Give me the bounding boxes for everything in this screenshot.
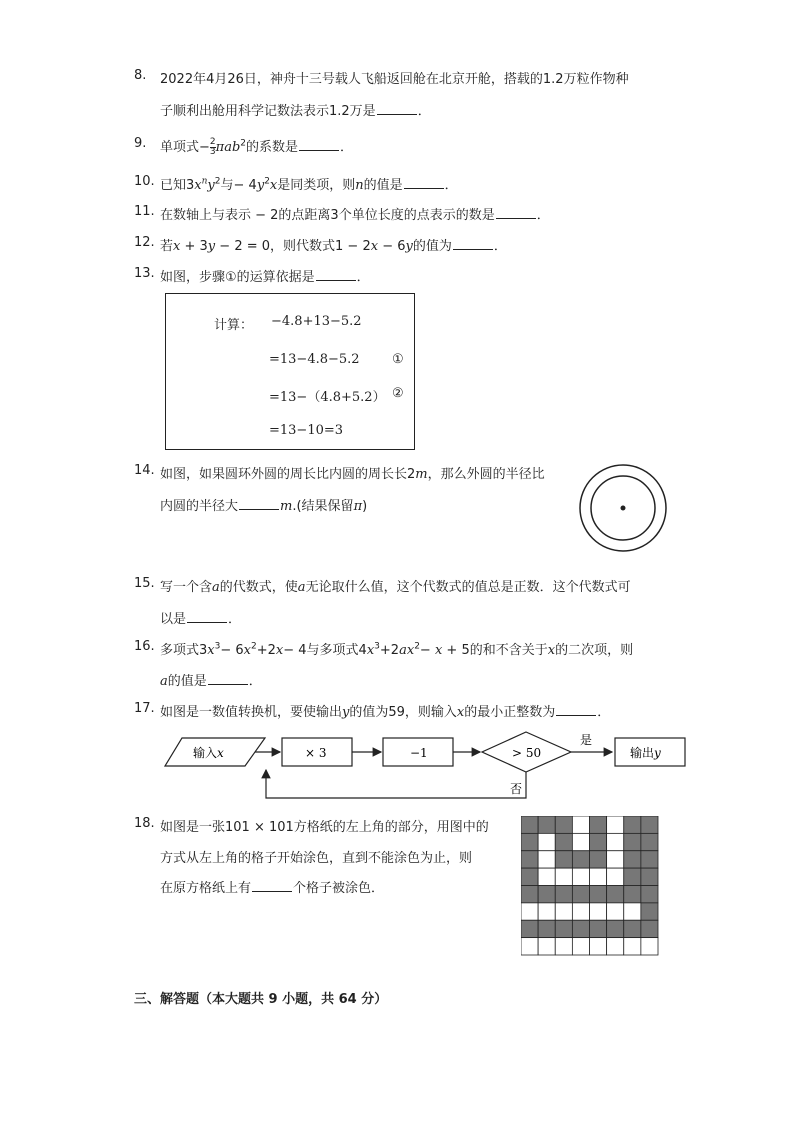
grid-cell: [590, 868, 607, 885]
grid-cell: [607, 833, 624, 850]
grid-paper-figure: [521, 816, 659, 956]
answer-blank[interactable]: [496, 206, 536, 219]
grid-cell: [607, 851, 624, 868]
grid-cell: [607, 903, 624, 920]
text: 的值是: [363, 178, 403, 193]
punctuation: ．: [597, 705, 611, 720]
question-text: 2022年4月26日，神舟十三号载人飞船返回舱在北京开舱，搭载的1.2万粒作物种: [160, 72, 629, 87]
text: 已知3: [160, 178, 195, 193]
calc-line-2: =13−4.8−5.2: [269, 352, 360, 367]
grid-cell: [624, 886, 641, 903]
grid-cell: [607, 920, 624, 937]
grid-cell: [624, 920, 641, 937]
punctuation: ．: [444, 178, 458, 193]
text: ，那么外圆的半径比: [427, 467, 545, 482]
var: x: [406, 643, 415, 658]
answer-blank[interactable]: [239, 497, 279, 510]
grid-cell: [590, 938, 607, 955]
punctuation: ．: [340, 140, 354, 155]
grid-cell: [555, 851, 572, 868]
step-marker-1: ①: [392, 352, 404, 367]
grid-cell: [590, 816, 607, 833]
grid-cell: [641, 938, 658, 955]
no-label: 否: [510, 782, 523, 796]
text: +2: [379, 643, 400, 658]
text: 的值为: [412, 239, 452, 254]
var: x: [366, 643, 375, 658]
question-8-line2: [160, 100, 431, 119]
var: y: [256, 178, 265, 193]
text: 单项式: [160, 140, 200, 155]
text: 的二次项，则: [555, 643, 634, 658]
question-number: 13.: [134, 266, 155, 281]
grid-cell: [607, 868, 624, 885]
grid-cell: [624, 868, 641, 885]
question-number: 14.: [134, 463, 155, 478]
calc-line-4: =13−10=3: [269, 423, 344, 438]
grid-cell: [572, 868, 589, 885]
var: x: [370, 239, 379, 254]
grid-cell: [572, 938, 589, 955]
grid-cell: [624, 833, 641, 850]
loop-back-arrow: [266, 770, 526, 798]
var: m: [280, 499, 293, 514]
grid-cell: [572, 816, 589, 833]
text: 在数轴上与表示 − 2的点距离3个单位长度的点表示的数是: [160, 208, 495, 223]
text: + 3: [184, 239, 208, 254]
text: −: [199, 140, 210, 155]
var: x: [269, 178, 278, 193]
punctuation: ．: [417, 104, 431, 119]
grid-cell: [555, 903, 572, 920]
question-text: [160, 576, 631, 595]
question-text: 子顺利出舱用科学记数法表示1.2万是: [160, 104, 376, 119]
question-text: [160, 266, 370, 285]
text: 的值是: [167, 674, 207, 689]
var: x: [275, 643, 284, 658]
question-number: 18.: [134, 816, 155, 831]
var: a: [297, 580, 306, 595]
var: n: [355, 178, 364, 193]
text: 如图，步骤①的运算依据是: [160, 270, 315, 285]
answer-blank[interactable]: [299, 138, 339, 151]
question-text: [160, 174, 458, 193]
grid-cell: [641, 886, 658, 903]
text: 如图是一数值转换机，要使输出: [160, 705, 343, 720]
answer-blank[interactable]: [404, 176, 444, 189]
var: x: [207, 643, 215, 658]
exponent: 2: [214, 176, 221, 187]
calc-line-1: −4.8+13−5.2: [271, 314, 362, 329]
calculation-box: [165, 293, 415, 450]
text: 多项式3: [160, 643, 208, 658]
text: 无论取什么值，这个代数式的值总是正数．这个代数式可: [305, 580, 631, 595]
var: a: [160, 674, 168, 689]
grid-cell: [555, 938, 572, 955]
text: 的值为59，则输入: [349, 705, 457, 720]
grid-cell: [555, 868, 572, 885]
text: + 5的和不含关于: [442, 643, 548, 658]
calc-label: 计算：: [214, 318, 254, 333]
grid-cell: [641, 851, 658, 868]
question-number: 10.: [134, 174, 155, 189]
grid-cell: [641, 868, 658, 885]
var: x: [173, 239, 181, 254]
text: +2: [256, 643, 276, 658]
grid-cell: [590, 851, 607, 868]
grid-cell: [521, 938, 538, 955]
grid-cell: [521, 920, 538, 937]
grid-cell: [624, 903, 641, 920]
grid-cell: [538, 816, 555, 833]
question-number: 12.: [134, 235, 155, 250]
grid-cell: [572, 851, 589, 868]
question-number: 17.: [134, 701, 155, 716]
var: y: [342, 705, 350, 720]
grid-cell: [590, 886, 607, 903]
grid-cell: [641, 920, 658, 937]
denominator: 3: [209, 147, 216, 157]
exponent: 2: [240, 138, 247, 149]
text: .(结果保留: [292, 499, 354, 514]
answer-blank[interactable]: [187, 610, 227, 623]
step-marker-2: ②: [392, 386, 404, 401]
input-label: 输入x: [193, 746, 224, 760]
text: 个格子被涂色．: [293, 881, 385, 896]
grid-cell: [572, 833, 589, 850]
var: x: [243, 643, 251, 658]
grid-cell: [624, 851, 641, 868]
grid-cell: [521, 868, 538, 885]
grid-cell: [555, 920, 572, 937]
text: ): [362, 499, 368, 514]
question-18-line3: [160, 877, 384, 896]
grid-cell: [572, 886, 589, 903]
grid-cell: [538, 851, 555, 868]
text: 以是: [160, 612, 187, 627]
question-15-line2: [160, 608, 241, 627]
question-text: 多项式$3x^3- 6x^2+2x- 4$与多项式$4x^3+2ax^2- x + 5$的和不含关于x的二次项，则: [160, 641, 634, 658]
answer-blank[interactable]: [208, 672, 248, 685]
punctuation: ．: [228, 612, 242, 627]
var: x: [434, 643, 443, 658]
grid-cell: [555, 833, 572, 850]
grid-cell: [572, 920, 589, 937]
question-16-line2: [160, 670, 262, 689]
grid-cell: [521, 886, 538, 903]
question-text: 如图是一张101 × 101方格纸的左上角的部分，用图中的: [160, 820, 489, 835]
section-heading: 三、解答题（本大题共 9 小题，共 64 分）: [134, 992, 388, 1007]
var: a: [399, 643, 407, 658]
var: π: [353, 499, 363, 514]
grid-cell: [607, 938, 624, 955]
answer-blank[interactable]: [316, 268, 356, 281]
question-number: 8.: [134, 68, 147, 83]
var: y: [207, 178, 215, 193]
numerator: 2: [209, 137, 216, 147]
text: 的最小正整数为: [464, 705, 556, 720]
var: y: [405, 239, 413, 254]
text: − 2 = 0，则代数式1 − 2: [219, 239, 371, 254]
text: − 6: [382, 239, 406, 254]
text: 的代数式，使: [219, 580, 298, 595]
question-14-line2: [160, 495, 367, 514]
grid-cell: [538, 868, 555, 885]
grid-cell: [572, 903, 589, 920]
grid-cell: [641, 816, 658, 833]
var: x: [456, 705, 465, 720]
var: y: [207, 239, 216, 254]
question-text: [160, 204, 550, 223]
grid-cell: [555, 886, 572, 903]
var: m: [415, 467, 428, 482]
var: x: [547, 643, 556, 658]
question-text: [160, 701, 610, 720]
question-text: [160, 136, 353, 157]
yes-label: 是: [580, 733, 593, 747]
answer-blank[interactable]: [252, 879, 292, 892]
grid-cell: [538, 903, 555, 920]
text: 在原方格纸上有: [160, 881, 252, 896]
grid-cell: [521, 851, 538, 868]
grid-cell: [590, 920, 607, 937]
exponent: n: [201, 176, 208, 187]
text: −: [419, 643, 435, 658]
answer-blank[interactable]: [453, 237, 493, 250]
center-dot: [621, 506, 626, 511]
expression: πab: [215, 140, 241, 155]
grid-cell: [641, 903, 658, 920]
text: 若: [160, 239, 174, 254]
question-number: 11.: [134, 204, 155, 219]
question-number: 16.: [134, 639, 155, 654]
answer-blank[interactable]: [377, 102, 417, 115]
punctuation: ．: [493, 239, 507, 254]
text: 如图，如果圆环外圆的周长比内圆的周长长2: [160, 467, 416, 482]
grid-cell: [538, 938, 555, 955]
text: − 6: [220, 643, 244, 658]
var: a: [212, 580, 220, 595]
minus1-label: −1: [410, 746, 428, 760]
grid-cell: [555, 816, 572, 833]
punctuation: ．: [356, 270, 370, 285]
question-number: 15.: [134, 576, 155, 591]
grid-cell: [538, 920, 555, 937]
output-label: 输出y: [630, 746, 661, 760]
ring-figure: [578, 463, 668, 553]
text: − 4与多项式4: [283, 643, 367, 658]
var: x: [194, 178, 202, 193]
grid-cell: [607, 816, 624, 833]
grid-cell: [521, 903, 538, 920]
grid-cell: [590, 903, 607, 920]
grid-cell: [624, 816, 641, 833]
text: 是同类项，则: [277, 178, 356, 193]
decision-label: > 50: [512, 746, 542, 760]
text: − 4: [233, 178, 257, 193]
question-18-line2: 方式从左上角的格子开始涂色，直到不能涂色为止，则: [160, 851, 473, 866]
answer-blank[interactable]: [556, 703, 596, 716]
grid-cell: [538, 833, 555, 850]
exponent: 2: [264, 176, 270, 187]
grid-cell: [538, 886, 555, 903]
text: 内圆的半径大: [160, 499, 239, 514]
text: 的系数是: [246, 140, 299, 155]
grid-cell: [590, 833, 607, 850]
text: 与: [220, 178, 234, 193]
punctuation: ．: [248, 674, 262, 689]
calc-line-3: =13−（4.8+5.2）: [269, 390, 386, 405]
grid-cell: [521, 816, 538, 833]
punctuation: ．: [536, 208, 550, 223]
grid-cell: [641, 833, 658, 850]
text: 写一个含: [160, 580, 213, 595]
question-text: [160, 235, 507, 254]
grid-cell: [607, 886, 624, 903]
flowchart: [160, 730, 690, 802]
times3-label: × 3: [305, 746, 327, 760]
grid-cell: [521, 833, 538, 850]
question-text: [160, 463, 545, 482]
grid-cell: [624, 938, 641, 955]
question-number: 9.: [134, 136, 147, 151]
